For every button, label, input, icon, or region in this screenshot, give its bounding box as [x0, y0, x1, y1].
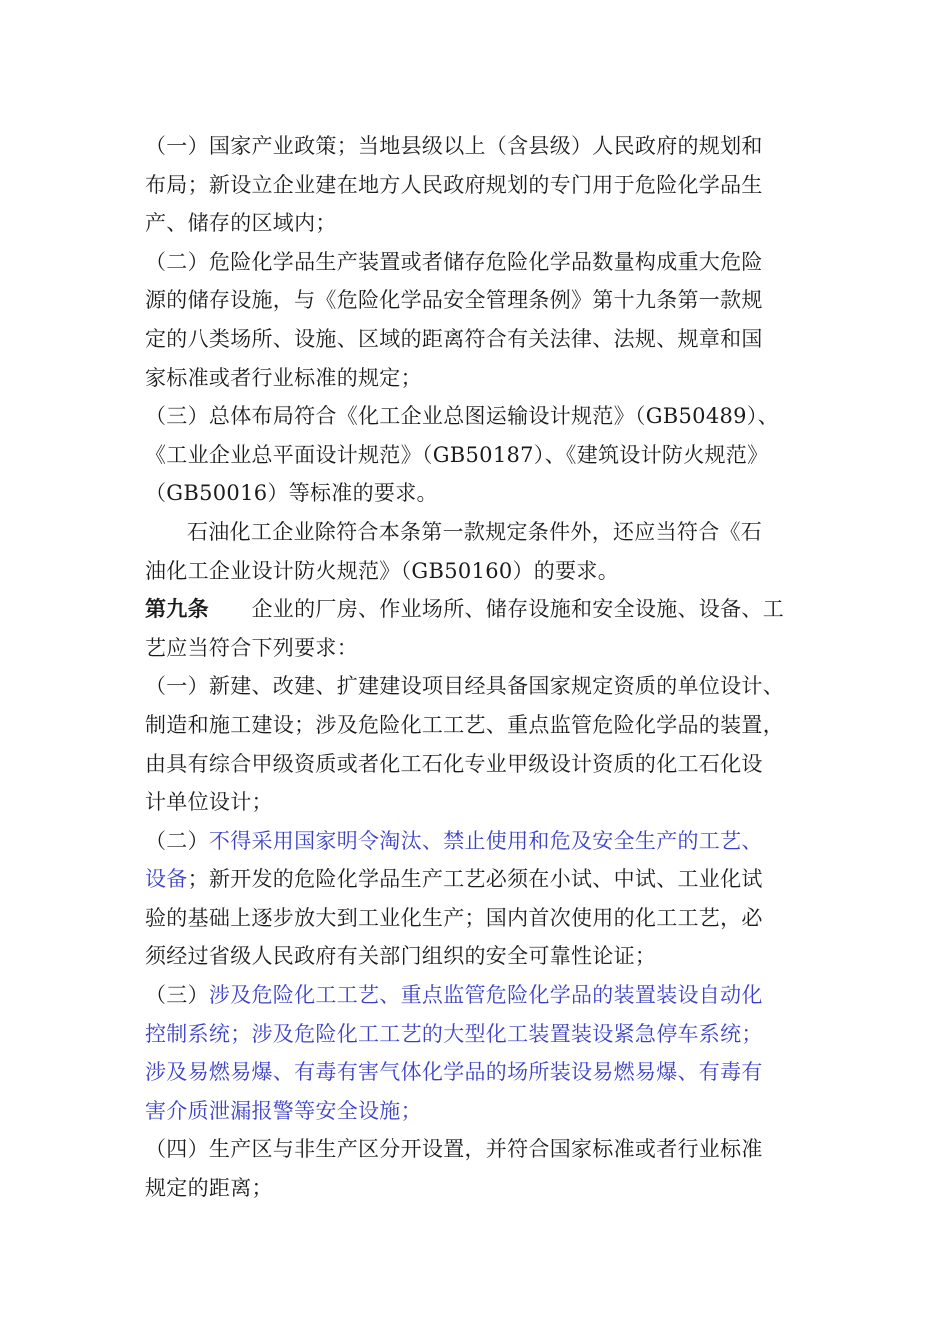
text-segment: 由具有综合甲级资质或者化工石化专业甲级设计资质的化工石化设 [145, 751, 763, 776]
highlighted-text: 不得采用国家明令淘汰、禁止使用和危及安全生产的工艺、 [208, 828, 763, 853]
text-line [145, 822, 810, 861]
text-line [145, 513, 810, 552]
text-line [145, 629, 810, 668]
text-line [145, 706, 810, 745]
text-segment: （三）总体布局符合《化工企业总图运输设计规范》（GB50489）、 [145, 404, 779, 429]
text-line [145, 976, 810, 1015]
text-segment: 计单位设计； [145, 790, 273, 815]
text-segment: 定的八类场所、设施、区域的距离符合有关法律、法规、规章和国 [145, 326, 763, 351]
highlighted-text: 控制系统；涉及危险化工工艺的大型化工装置装设紧急停车系统； [145, 1021, 763, 1046]
paragraph [145, 667, 810, 821]
text-line [145, 899, 810, 938]
text-segment: 油化工企业设计防火规范》（GB50160）的要求。 [145, 558, 620, 583]
text-segment: ；新开发的危险化学品生产工艺必须在小试、中试、工业化试 [187, 867, 763, 892]
text-segment: 源的储存设施，与《危险化学品安全管理条例》第十九条第一款规 [145, 288, 763, 313]
text-line [145, 281, 810, 320]
paragraph [145, 1130, 810, 1207]
text-segment: （二）危险化学品生产装置或者储存危险化学品数量构成重大危险 [145, 249, 763, 274]
text-segment: （四）生产区与非生产区分开设置，并符合国家标准或者行业标准 [145, 1137, 763, 1162]
text-line [145, 166, 810, 205]
text-line [145, 320, 810, 359]
text-segment: （一）新建、改建、扩建建设项目经具备国家规定资质的单位设计、 [145, 674, 784, 699]
text-segment: （二） [145, 828, 209, 853]
article-heading: 第九条 [145, 597, 209, 622]
text-segment: 规定的距离； [145, 1176, 273, 1201]
text-segment: （GB50016）等标准的要求。 [145, 481, 438, 506]
text-segment: 企业的厂房、作业场所、储存设施和安全设施、设备、工 [208, 597, 785, 622]
text-line [145, 1015, 810, 1054]
text-line [145, 667, 810, 706]
text-line [145, 127, 810, 166]
text-line [145, 397, 810, 436]
text-line [145, 474, 810, 513]
text-line [145, 1092, 810, 1131]
text-segment: （一）国家产业政策；当地县级以上（含县级）人民政府的规划和 [145, 134, 763, 158]
document-page [145, 127, 810, 1208]
text-segment: 家标准或者行业标准的规定； [145, 365, 422, 390]
text-segment: 石油化工企业除符合本条第一款规定条件外，还应当符合《石 [187, 519, 763, 544]
paragraph [145, 822, 810, 976]
text-line [145, 860, 810, 899]
text-line [145, 359, 810, 398]
text-line [145, 436, 810, 475]
text-segment: （三） [145, 983, 209, 1008]
paragraph [145, 976, 810, 1130]
text-segment: 产、储存的区域内； [145, 211, 337, 236]
text-segment: 验的基础上逐步放大到工业化生产；国内首次使用的化工工艺，必 [145, 905, 763, 930]
highlighted-text: 设备 [145, 867, 188, 892]
paragraph [145, 590, 810, 667]
text-line [145, 745, 810, 784]
text-line [145, 243, 810, 282]
text-segment: 艺应当符合下列要求： [145, 635, 358, 660]
highlighted-text: 涉及危险化工工艺、重点监管危险化学品的装置装设自动化 [208, 983, 763, 1008]
text-line [145, 1130, 810, 1169]
text-segment: 须经过省级人民政府有关部门组织的安全可靠性论证； [145, 944, 657, 969]
text-segment: 布局；新设立企业建在地方人民政府规划的专门用于危险化学品生 [145, 172, 763, 197]
paragraph [145, 243, 810, 397]
text-segment: 《工业企业总平面设计规范》（GB50187）、《建筑设计防火规范》 [145, 442, 769, 467]
paragraph [145, 397, 810, 513]
text-line [145, 1169, 810, 1208]
highlighted-text: 涉及易燃易爆、有毒有害气体化学品的场所装设易燃易爆、有毒有 [145, 1060, 763, 1085]
paragraph [145, 513, 810, 590]
text-segment: 制造和施工建设；涉及危险化工工艺、重点监管危险化学品的装置， [145, 712, 784, 737]
text-line [145, 1053, 810, 1092]
text-line [145, 783, 810, 822]
text-line [145, 937, 810, 976]
paragraph [145, 127, 810, 243]
text-line [145, 590, 810, 629]
text-line [145, 204, 810, 243]
text-line [145, 552, 810, 591]
highlighted-text: 害介质泄漏报警等安全设施； [145, 1098, 422, 1123]
